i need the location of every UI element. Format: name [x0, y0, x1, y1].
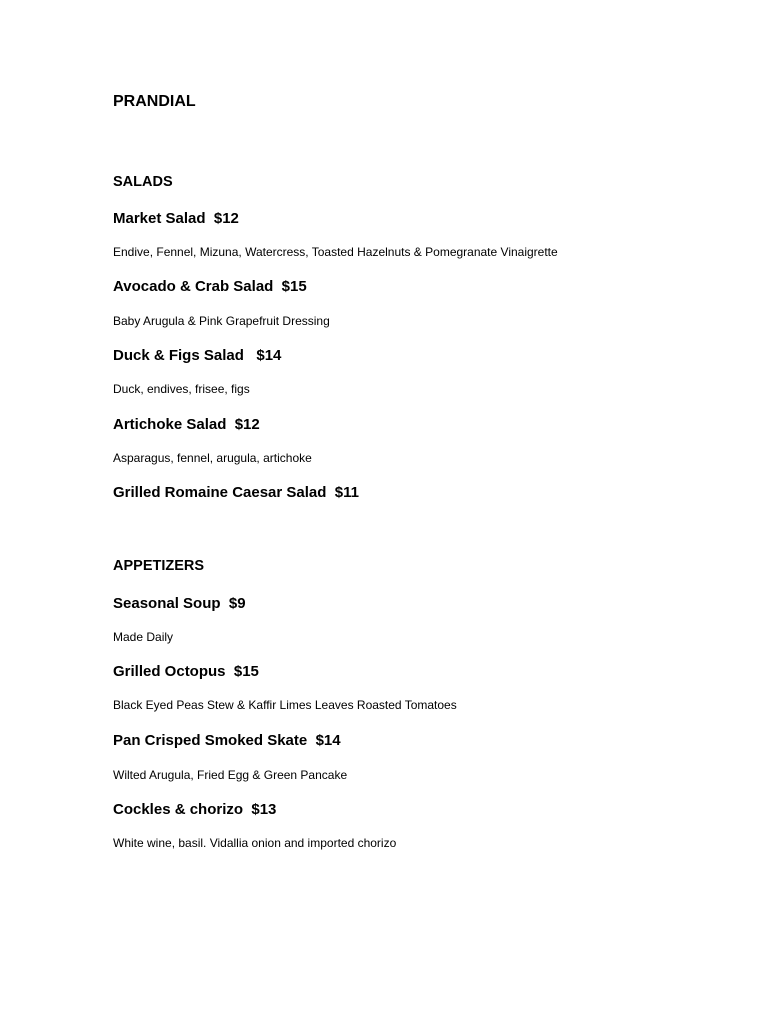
menu-item-name: Avocado & Crab Salad $15: [113, 278, 307, 295]
menu-item-description: Wilted Arugula, Fried Egg & Green Pancake: [113, 768, 348, 782]
menu-item-name: Duck & Figs Salad $14: [113, 347, 282, 364]
menu-item-name: Seasonal Soup $9: [113, 595, 246, 612]
menu-item-description: Asparagus, fennel, arugula, artichoke: [113, 451, 312, 465]
menu-item-name: Cockles & chorizo $13: [113, 801, 277, 818]
menu-item-name: Grilled Romaine Caesar Salad $11: [113, 484, 359, 501]
menu-title: PRANDIAL: [113, 93, 196, 110]
section-heading-appetizers: APPETIZERS: [113, 558, 205, 574]
menu-item-description: Duck, endives, frisee, figs: [113, 382, 250, 396]
menu-item-description: Black Eyed Peas Stew & Kaffir Limes Leaves Roasted Tomatoes: [113, 698, 457, 712]
menu-item-name: Grilled Octopus $15: [113, 663, 259, 680]
menu-item-name: Artichoke Salad $12: [113, 416, 260, 433]
menu-item-description: Baby Arugula & Pink Grapefruit Dressing: [113, 314, 330, 328]
menu-item-name: Pan Crisped Smoked Skate $14: [113, 732, 341, 749]
menu-item-description: White wine, basil. Vidallia onion and imported chorizo: [113, 836, 397, 850]
menu-item-description: Made Daily: [113, 630, 174, 644]
menu-item-name: Market Salad $12: [113, 210, 239, 227]
section-heading-salads: SALADS: [113, 174, 173, 190]
menu-item-description: Endive, Fennel, Mizuna, Watercress, Toasted Hazelnuts & Pomegranate Vinaigrette: [113, 245, 558, 259]
